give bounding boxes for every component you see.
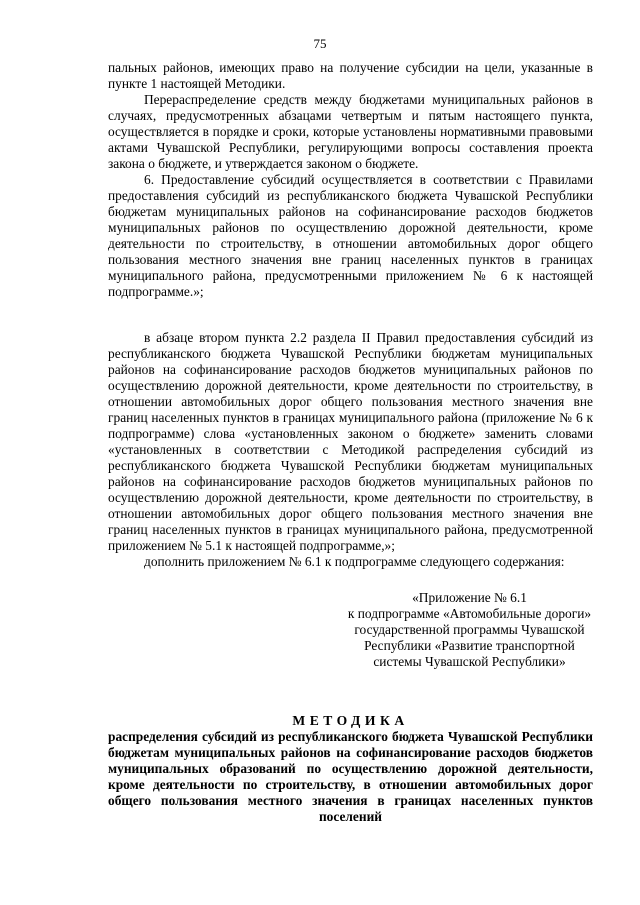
paragraph-continuation: пальных районов, имеющих право на получение субсидии на цели, указанные в пункте 1 настоящей Методики. xyxy=(108,60,593,91)
paragraph-amendment: в абзаце втором пункта 2.2 раздела II Правил предоставления субсидий из республиканского бюджета Чувашской Республики бюджетам муниципальных районов на софинансирование расходов бюджетов муниципальных районов по осуществлению дорожной деятельности, кроме деятельности по строительству, в отношении автомобильных дорог общего пользования местного значения вне границ населенных пунктов в границах муниципального района (приложение № 6 к подпрограмме) слова «установленных законом о бюджете» заменить словами «установленных в соответствии с Методикой распределения субсидий из республиканского бюджета Чувашской Республики бюджетам муниципальных районов на софинансирование расходов бюджетов муниципальных районов по осуществлению дорожной деятельности, кроме деятельности по строительству, в отношении автомобильных дорог общего пользования местного значения вне границ населенных пунктов в границах муниципального района, предусмотренной приложением № 5.1 к настоящей подпрограмме,»; xyxy=(108,330,593,553)
paragraph-item-6: 6. Предоставление субсидий осуществляется в соответствии с Правилами предоставления субсидий из республиканского бюджета Чувашской Республики бюджетам муниципальных районов на софинансирование расходов бюджетов муниципальных районов по осуществлению дорожной деятельности, кроме деятельности по строительству, в отношении автомобильных дорог общего пользования местного значения вне границ населенных пунктов в границах муниципального района, предусмотренными приложением № 6 к настоящей подпрограмме.»; xyxy=(108,172,593,299)
spacer xyxy=(108,300,593,330)
appendix-reference: к подпрограмме «Автомобильные дороги» государственной программы Чувашской Республики «Развитие транспортной системы Чувашской Республики» xyxy=(347,606,592,669)
paragraph-redistribution: Перераспределение средств между бюджетами муниципальных районов в случаях, предусмотренных абзацами четвертым и пятым настоящего пункта, осуществляется в порядке и сроки, которые установлены нормативными правовыми актами Чувашской Республики, регулирующими вопросы составления проекта закона о бюджете, и утверждается законом о бюджете. xyxy=(108,92,593,171)
methodology-title: МЕТОДИКА xyxy=(292,713,409,728)
paragraph-supplement: дополнить приложением № 6.1 к подпрограмме следующего содержания: xyxy=(144,554,565,569)
appendix-number: «Приложение № 6.1 xyxy=(412,590,527,605)
methodology-subtitle: распределения субсидий из республиканского бюджета Чувашской Республики бюджетам муниципальных районов на софинансирование расходов бюджетов муниципальных образований по осуществлению дорожной деятельности, кроме деятельности по строительству, в отношении автомобильных дорог общего пользования местного значения в границах населенных пунктов поселений xyxy=(108,729,593,824)
document-body xyxy=(108,60,593,825)
appendix-heading xyxy=(346,590,593,670)
page-number: 75 xyxy=(313,36,327,51)
